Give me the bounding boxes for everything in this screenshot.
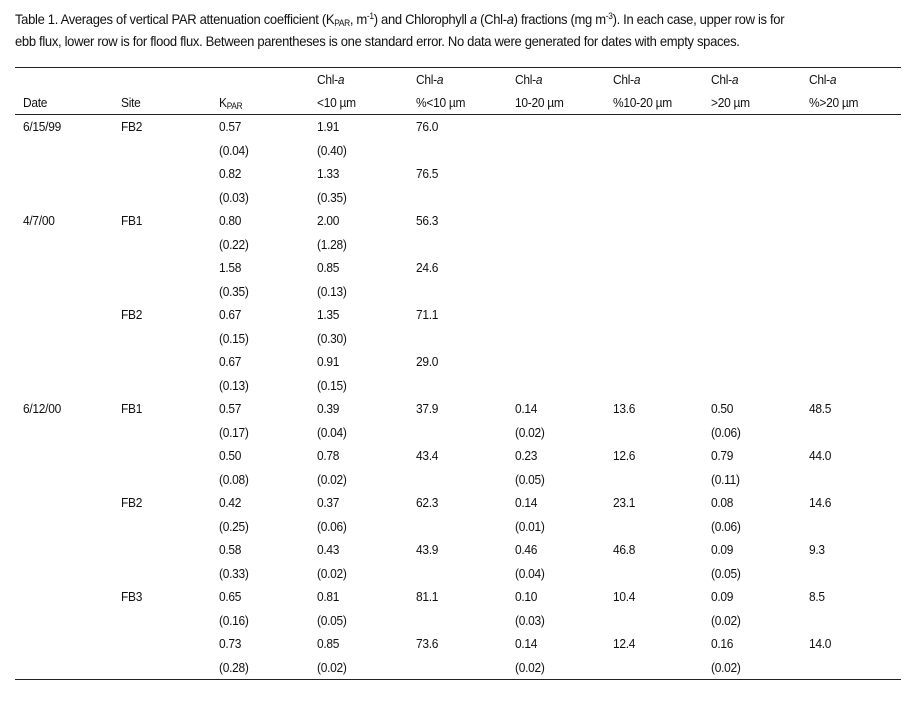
- cell-kpar: (0.13): [219, 377, 249, 393]
- cell-c1: 1.35: [317, 307, 340, 322]
- cell-kpar: (0.17): [219, 424, 249, 440]
- header-pct-10-20-title: [613, 72, 640, 88]
- cell-c3: 0.10: [515, 589, 538, 604]
- cell-c3: 0.14: [515, 401, 538, 416]
- cell-c1: 0.85: [317, 636, 340, 651]
- cell-c1: (1.28): [317, 236, 347, 252]
- chl-prefix: Chl-: [317, 72, 338, 87]
- cell-c1: 0.81: [317, 589, 340, 604]
- cell-kpar: 0.65: [219, 589, 242, 604]
- cell-c5: (0.05): [711, 565, 741, 581]
- chl-italic: a: [633, 72, 641, 87]
- cell-kpar: (0.25): [219, 518, 249, 534]
- cell-c2: 29.0: [416, 354, 439, 369]
- cell-c1: (0.40): [317, 142, 347, 158]
- cell-c4: 13.6: [613, 401, 636, 416]
- cell-c5: (0.06): [711, 518, 741, 534]
- cell-site: FB1: [121, 213, 143, 228]
- header-pct-lt10-title: [416, 72, 443, 88]
- cell-c5: 0.79: [711, 448, 734, 463]
- cell-site: FB3: [121, 589, 143, 604]
- cell-c2: 81.1: [416, 589, 439, 604]
- cell-c5: 0.09: [711, 589, 734, 604]
- header-chl-10-20-sub: 10-20 µm: [515, 95, 564, 110]
- cell-kpar: (0.15): [219, 330, 249, 346]
- cell-c2: 37.9: [416, 401, 439, 416]
- cell-c3: 0.14: [515, 495, 538, 510]
- caption-superscript: -3: [605, 11, 613, 21]
- chl-prefix: Chl-: [416, 72, 437, 87]
- chl-prefix: Chl-: [809, 72, 830, 87]
- cell-c3: 0.14: [515, 636, 538, 651]
- chl-prefix: Chl-: [515, 72, 536, 87]
- cell-kpar: 0.50: [219, 448, 242, 463]
- caption-line-2: ebb flux, lower row is for flood flux. Between parentheses is one standard error. No data were generated for dates with empty spaces.: [15, 33, 740, 49]
- cell-date: 4/7/00: [23, 213, 55, 228]
- cell-c4: 10.4: [613, 589, 636, 604]
- cell-kpar: 0.57: [219, 119, 242, 134]
- caption-text: ) and Chlorophyll: [373, 11, 470, 27]
- cell-kpar: (0.33): [219, 565, 249, 581]
- cell-c2: 43.4: [416, 448, 439, 463]
- cell-c2: 24.6: [416, 260, 439, 275]
- cell-c1: 0.43: [317, 542, 340, 557]
- cell-kpar: 0.42: [219, 495, 242, 510]
- header-kpar: [219, 95, 242, 111]
- cell-c6: 9.3: [809, 542, 825, 557]
- caption-subscript: PAR: [334, 18, 350, 28]
- cell-kpar: 0.73: [219, 636, 242, 651]
- cell-c2: 71.1: [416, 307, 439, 322]
- header-bottom-rule: [15, 114, 901, 115]
- cell-c5: 0.09: [711, 542, 734, 557]
- cell-c3: (0.01): [515, 518, 545, 534]
- cell-kpar: (0.28): [219, 659, 249, 675]
- caption-text: , m: [349, 11, 367, 27]
- cell-c3: (0.02): [515, 659, 545, 675]
- cell-c1: 1.33: [317, 166, 340, 181]
- cell-c2: 43.9: [416, 542, 439, 557]
- cell-c1: 1.91: [317, 119, 340, 134]
- cell-c5: (0.11): [711, 471, 740, 487]
- header-kpar-subscript: PAR: [226, 101, 243, 111]
- cell-c1: (0.02): [317, 659, 347, 675]
- cell-c1: (0.15): [317, 377, 347, 393]
- chl-prefix: Chl-: [613, 72, 634, 87]
- cell-c1: (0.30): [317, 330, 347, 346]
- header-date: Date: [23, 95, 48, 110]
- cell-c3: 0.46: [515, 542, 538, 557]
- header-site: Site: [121, 95, 141, 110]
- cell-c4: 23.1: [613, 495, 636, 510]
- cell-c3: (0.04): [515, 565, 545, 581]
- header-chl-gt20-sub: >20 µm: [711, 95, 750, 110]
- cell-c5: 0.08: [711, 495, 734, 510]
- cell-c6: 44.0: [809, 448, 832, 463]
- header-chl-10-20-title: [515, 72, 542, 88]
- cell-c3: (0.02): [515, 424, 545, 440]
- header-pct-gt20-title: [809, 72, 836, 88]
- header-kpar-main: K: [219, 95, 227, 110]
- caption-italic: a: [506, 11, 514, 27]
- chl-italic: a: [731, 72, 739, 87]
- cell-c6: 14.0: [809, 636, 832, 651]
- header-chl-lt10-title: [317, 72, 344, 88]
- cell-kpar: 0.82: [219, 166, 242, 181]
- table-bottom-rule: [15, 679, 901, 680]
- cell-c6: 14.6: [809, 495, 832, 510]
- cell-c1: (0.04): [317, 424, 347, 440]
- cell-c2: 73.6: [416, 636, 439, 651]
- cell-c4: 12.4: [613, 636, 636, 651]
- cell-kpar: 0.67: [219, 307, 242, 322]
- header-pct-10-20-sub: %10-20 µm: [613, 95, 672, 110]
- cell-c2: 76.0: [416, 119, 439, 134]
- cell-c2: 62.3: [416, 495, 439, 510]
- cell-c5: (0.02): [711, 659, 741, 675]
- header-chl-lt10-sub: <10 µm: [317, 95, 356, 110]
- cell-date: 6/12/00: [23, 401, 61, 416]
- cell-c6: 48.5: [809, 401, 832, 416]
- cell-c5: (0.06): [711, 424, 741, 440]
- cell-c1: (0.35): [317, 189, 347, 205]
- caption-superscript: -1: [366, 11, 374, 21]
- caption-text: ) fractions (mg m: [513, 11, 606, 27]
- cell-kpar: 0.67: [219, 354, 242, 369]
- cell-c1: 0.85: [317, 260, 340, 275]
- cell-c2: 76.5: [416, 166, 439, 181]
- cell-c5: (0.02): [711, 612, 741, 628]
- header-chl-gt20-title: [711, 72, 738, 88]
- cell-c4: 12.6: [613, 448, 636, 463]
- cell-c6: 8.5: [809, 589, 825, 604]
- caption-text: Table 1. Averages of vertical PAR attenuation coefficient (K: [15, 11, 335, 27]
- table-top-rule: [15, 67, 901, 68]
- cell-kpar: (0.16): [219, 612, 249, 628]
- cell-c1: 0.39: [317, 401, 340, 416]
- cell-kpar: (0.03): [219, 189, 249, 205]
- cell-c1: (0.13): [317, 283, 347, 299]
- header-pct-gt20-sub: %>20 µm: [809, 95, 859, 110]
- caption-italic: a: [469, 11, 477, 27]
- cell-c1: (0.02): [317, 565, 347, 581]
- cell-site: FB1: [121, 401, 143, 416]
- cell-c1: 2.00: [317, 213, 340, 228]
- cell-kpar: (0.08): [219, 471, 249, 487]
- cell-kpar: (0.35): [219, 283, 249, 299]
- header-pct-lt10-sub: %<10 µm: [416, 95, 466, 110]
- caption-line-1: [15, 8, 838, 30]
- cell-c1: (0.02): [317, 471, 347, 487]
- chl-italic: a: [436, 72, 444, 87]
- table-caption: [15, 8, 838, 52]
- cell-c4: 46.8: [613, 542, 636, 557]
- cell-kpar: 0.57: [219, 401, 242, 416]
- cell-c1: (0.05): [317, 612, 347, 628]
- cell-c5: 0.50: [711, 401, 734, 416]
- chl-prefix: Chl-: [711, 72, 732, 87]
- cell-c1: 0.91: [317, 354, 340, 369]
- cell-c3: 0.23: [515, 448, 538, 463]
- cell-c5: 0.16: [711, 636, 734, 651]
- cell-kpar: 0.80: [219, 213, 242, 228]
- cell-kpar: 0.58: [219, 542, 242, 557]
- cell-site: FB2: [121, 495, 143, 510]
- caption-text: ). In each case, upper row is for: [612, 11, 785, 27]
- caption-text: (Chl-: [476, 11, 507, 27]
- chl-italic: a: [337, 72, 345, 87]
- cell-kpar: 1.58: [219, 260, 242, 275]
- cell-c1: 0.37: [317, 495, 340, 510]
- cell-kpar: (0.04): [219, 142, 249, 158]
- chl-italic: a: [535, 72, 543, 87]
- cell-site: FB2: [121, 119, 143, 134]
- cell-c2: 56.3: [416, 213, 439, 228]
- cell-site: FB2: [121, 307, 143, 322]
- chl-italic: a: [829, 72, 837, 87]
- cell-c1: (0.06): [317, 518, 347, 534]
- cell-c3: (0.03): [515, 612, 545, 628]
- cell-kpar: (0.22): [219, 236, 249, 252]
- cell-date: 6/15/99: [23, 119, 61, 134]
- cell-c1: 0.78: [317, 448, 340, 463]
- cell-c3: (0.05): [515, 471, 545, 487]
